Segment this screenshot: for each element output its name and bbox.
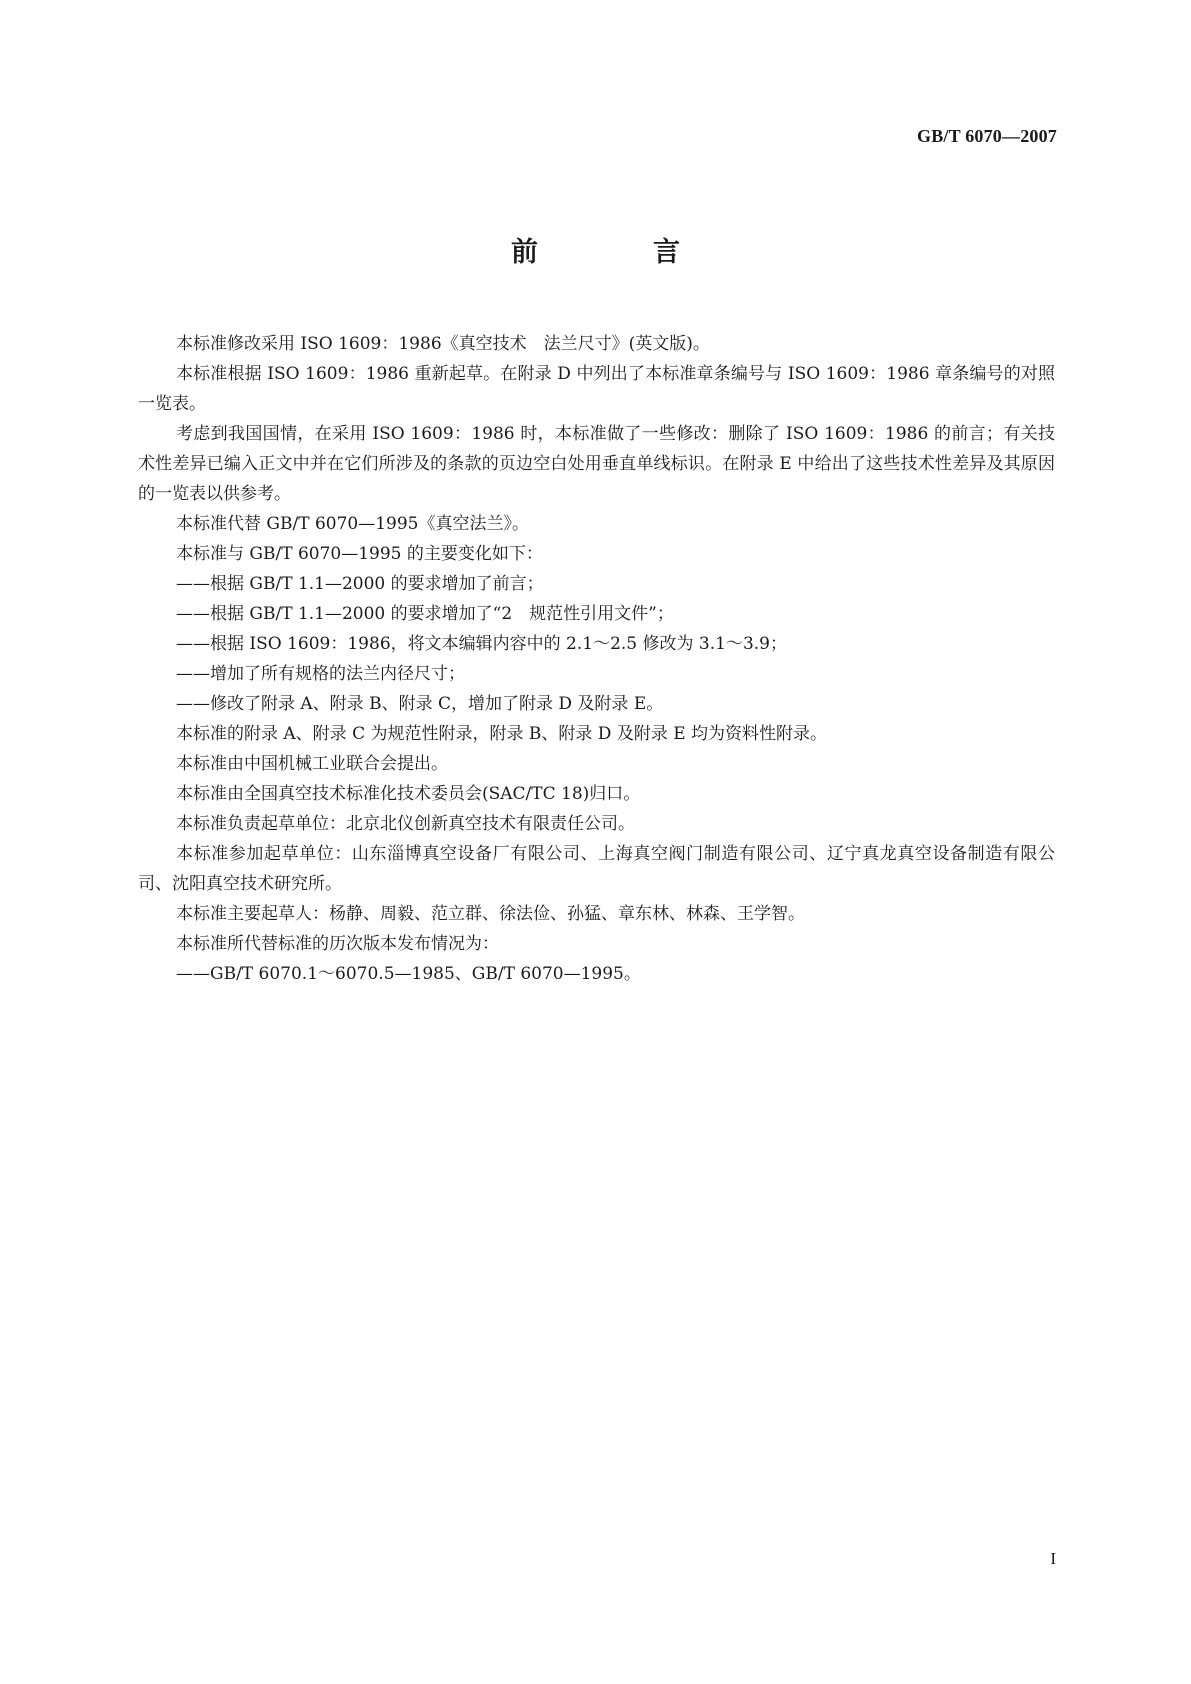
paragraph: 本标准与 GB/T 6070—1995 的主要变化如下： <box>176 544 543 564</box>
change-item: ——根据 GB/T 1.1—2000 的要求增加了前言； <box>176 574 544 594</box>
page-number: I <box>1050 1549 1056 1568</box>
paragraph: 本标准根据 ISO 1609：1986 重新起草。在附录 D 中列出了本标准章条编号与 ISO 1609：1986 章条编号的对照一览表。 <box>138 364 1055 414</box>
history-item: ——GB/T 6070.1～6070.5—1985、GB/T 6070—1995。 <box>176 964 641 984</box>
paragraph: 本标准由中国机械工业联合会提出。 <box>176 754 448 774</box>
paragraph: 本标准的附录 A、附录 C 为规范性附录，附录 B、附录 D 及附录 E 均为资料性附录。 <box>176 724 828 744</box>
change-item: ——根据 GB/T 1.1—2000 的要求增加了“2 规范性引用文件”； <box>176 604 674 624</box>
change-item: ——根据 ISO 1609：1986，将文本编辑内容中的 2.1～2.5 修改为 3.1～3.9； <box>176 634 787 654</box>
paragraph: 本标准修改采用 ISO 1609：1986《真空技术 法兰尺寸》(英文版)。 <box>176 334 710 354</box>
paragraph: 本标准由全国真空技术标准化技术委员会(SAC/TC 18)归口。 <box>176 784 641 804</box>
change-item: ——增加了所有规格的法兰内径尺寸； <box>176 664 465 684</box>
change-item: ——修改了附录 A、附录 B、附录 C，增加了附录 D 及附录 E。 <box>176 694 664 714</box>
foreword-body <box>138 329 1055 989</box>
paragraph: 本标准代替 GB/T 6070—1995《真空法兰》。 <box>176 514 529 534</box>
paragraph: 本标准参加起草单位：山东淄博真空设备厂有限公司、上海真空阀门制造有限公司、辽宁真龙真空设备制造有限公司、沈阳真空技术研究所。 <box>138 844 1055 894</box>
paragraph: 本标准主要起草人：杨静、周毅、范立群、徐法俭、孙猛、章东林、林森、王学智。 <box>176 904 805 924</box>
standard-code: GB/T 6070—2007 <box>917 126 1057 146</box>
page-title: 前 言 <box>511 237 724 268</box>
paragraph: 考虑到我国国情，在采用 ISO 1609：1986 时，本标准做了一些修改：删除了 ISO 1609：1986 的前言；有关技术性差异已编入正文中并在它们所涉及的条款的页边空白处用垂直单线标识。在附录 E 中给出了这些技术性差异及其原因的一览表以供参考。 <box>138 424 1055 504</box>
paragraph: 本标准负责起草单位：北京北仪创新真空技术有限责任公司。 <box>176 814 635 834</box>
paragraph: 本标准所代替标准的历次版本发布情况为： <box>176 934 499 954</box>
